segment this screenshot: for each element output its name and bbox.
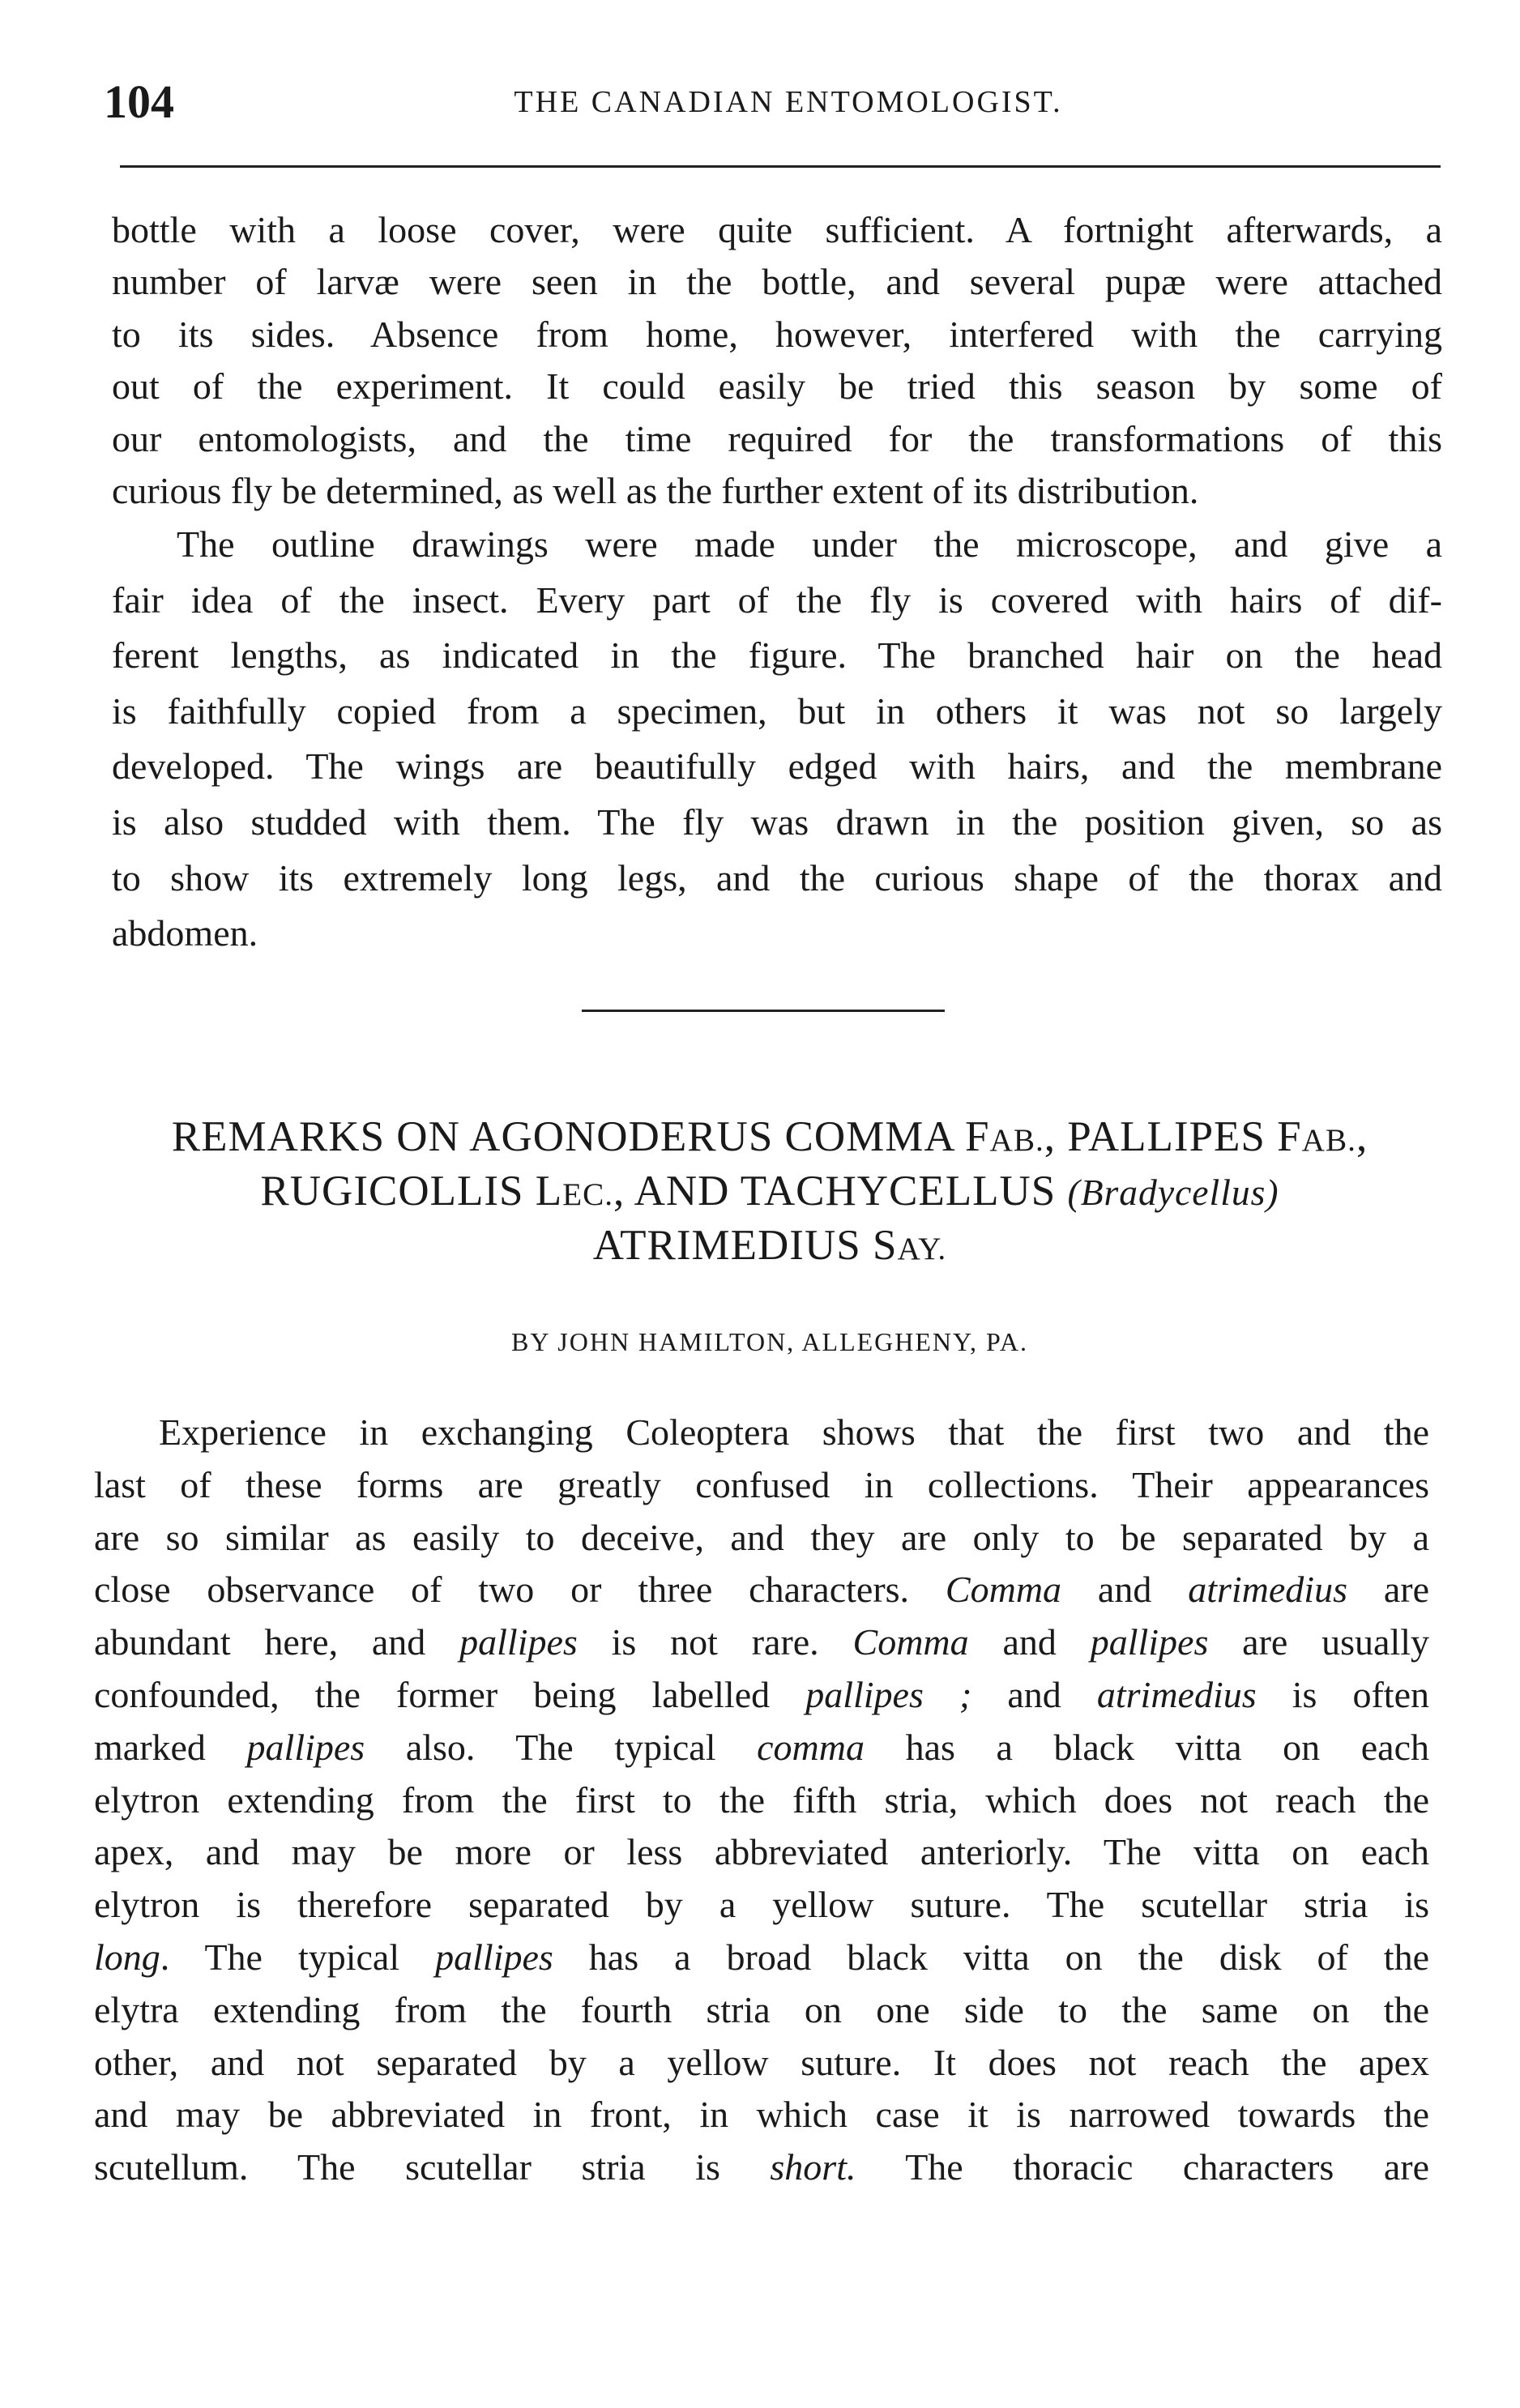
text-run: has a black vitta on each — [864, 1726, 1429, 1768]
text-line: elytra extending from the fourth stria on one side to the same on the — [94, 1988, 1429, 2030]
text-run: also. The typical — [365, 1726, 758, 1768]
text-line: elytron extending from the first to the fifth stria, which does not reach the — [94, 1778, 1429, 1821]
text-run: . The typical — [160, 1936, 436, 1978]
text-run: and — [971, 1673, 1097, 1715]
text-run: is often — [1256, 1673, 1430, 1715]
title-line — [97, 1112, 1442, 1166]
title-line — [97, 1220, 1442, 1274]
text-line — [94, 1616, 1429, 1669]
species-name: pallipes — [1090, 1621, 1209, 1663]
text-line: last of these forms are greatly confused in collections. Their appearances — [94, 1463, 1429, 1505]
text-run: and — [968, 1621, 1091, 1663]
species-name: pallipes — [435, 1936, 553, 1978]
species-name: pallipes — [246, 1726, 365, 1768]
text-line: fair idea of the insect. Every part of the fly is covered with hairs of dif- — [112, 579, 1442, 621]
emphasis-italic: long — [94, 1936, 160, 1978]
page-number: 104 — [104, 75, 174, 128]
text-line: bottle with a loose cover, were quite sufficient. A fortnight afterwards, a — [112, 209, 1442, 250]
text-line — [94, 1932, 1429, 1984]
text-run: has a broad black vitta on the disk of the — [553, 1936, 1430, 1978]
text-run: is not rare. — [577, 1621, 853, 1663]
text-line: other, and not separated by a yellow suture. It does not reach the apex — [94, 2041, 1429, 2083]
text-line: apex, and may be more or less abbreviated anteriorly. The vitta on each — [94, 1831, 1429, 1873]
author-abbrev: AB. — [989, 1123, 1044, 1158]
text-run: abundant here, and — [94, 1621, 460, 1663]
text-line: number of larvæ were seen in the bottle, and several pupæ were attached — [112, 261, 1442, 303]
journal-title: THE CANADIAN ENTOMOLOGIST. — [514, 85, 1063, 119]
text-line: ferent lengths, as indicated in the figure. The branched hair on the head — [112, 634, 1442, 677]
text-run: are usually — [1208, 1621, 1430, 1663]
title-text: , PALLIPES F — [1044, 1113, 1302, 1160]
title-line — [97, 1166, 1442, 1220]
text-run: and — [1061, 1569, 1189, 1611]
section-separator-rule — [582, 1010, 945, 1012]
text-line: to show its extremely long legs, and the curious shape of the thorax and — [112, 856, 1442, 899]
title-text: , — [1356, 1113, 1368, 1160]
text-line — [94, 2141, 1429, 2194]
text-line: to its sides. Absence from home, however, interfered with the carrying — [112, 313, 1442, 355]
author-abbrev: AB. — [1301, 1123, 1356, 1158]
text-line — [94, 1722, 1429, 1774]
author-abbrev: EC. — [562, 1177, 614, 1212]
species-name: Comma — [852, 1621, 969, 1663]
text-line: and may be abbreviated in front, in which case it is narrowed towards the — [94, 2094, 1429, 2136]
figure-description-paragraph — [112, 517, 1442, 962]
text-line: is faithfully copied from a specimen, but in others it was not so largely — [112, 690, 1442, 732]
text-line: our entomologists, and the time required for the transformations of this — [112, 417, 1442, 459]
text-line: is also studded with them. The fly was drawn in the position given, so as — [112, 801, 1442, 843]
text-run: confounded, the former being labelled — [94, 1673, 806, 1715]
text-line: curious fly be determined, as well as the further extent of its distribution. — [112, 470, 1199, 512]
species-name: pallipes ; — [805, 1673, 972, 1715]
running-head — [104, 75, 1441, 139]
text-run: scutellum. The scutellar stria is — [94, 2146, 771, 2188]
title-text: REMARKS ON AGONODERUS COMMA F — [171, 1113, 990, 1160]
byline: BY JOHN HAMILTON, ALLEGHENY, PA. — [511, 1327, 1028, 1356]
author-abbrev: AY. — [897, 1232, 947, 1266]
text-line: out of the experiment. It could easily be tried this season by some of — [112, 365, 1442, 408]
species-name: atrimedius — [1188, 1569, 1347, 1611]
article-body-paragraph — [94, 1407, 1429, 2194]
continued-paragraph — [112, 204, 1442, 517]
text-line — [94, 1564, 1429, 1616]
text-line — [94, 1669, 1429, 1722]
text-run: The thoracic characters are — [856, 2146, 1430, 2188]
text-line: elytron is therefore separated by a yellow suture. The scutellar stria is — [94, 1884, 1429, 1926]
species-name: comma — [757, 1726, 865, 1768]
species-name: pallipes — [459, 1621, 578, 1663]
text-run: close observance of two or three characters. — [94, 1569, 946, 1611]
emphasis-italic: short. — [770, 2146, 856, 2188]
title-text: , AND TACHYCELLUS — [613, 1168, 1068, 1215]
text-run: marked — [94, 1726, 247, 1768]
title-text: ATRIMEDIUS S — [592, 1222, 898, 1269]
text-line: developed. The wings are beautifully edged with hairs, and the membrane — [112, 745, 1442, 788]
header-rule — [120, 165, 1441, 168]
text-line: Experience in exchanging Coleoptera shows that the first two and the — [159, 1411, 1429, 1453]
title-text: RUGICOLLIS L — [260, 1168, 563, 1215]
text-run: are — [1347, 1569, 1429, 1611]
text-line: are so similar as easily to deceive, and they are only to be separated by a — [94, 1516, 1429, 1558]
species-name: Comma — [945, 1569, 1062, 1611]
article-title — [97, 1112, 1442, 1274]
species-name: atrimedius — [1096, 1673, 1257, 1715]
text-line: The outline drawings were made under the microscope, and give a — [177, 523, 1442, 565]
text-line: abdomen. — [112, 912, 258, 954]
subgenus-italic: (Bradycellus) — [1067, 1172, 1279, 1213]
